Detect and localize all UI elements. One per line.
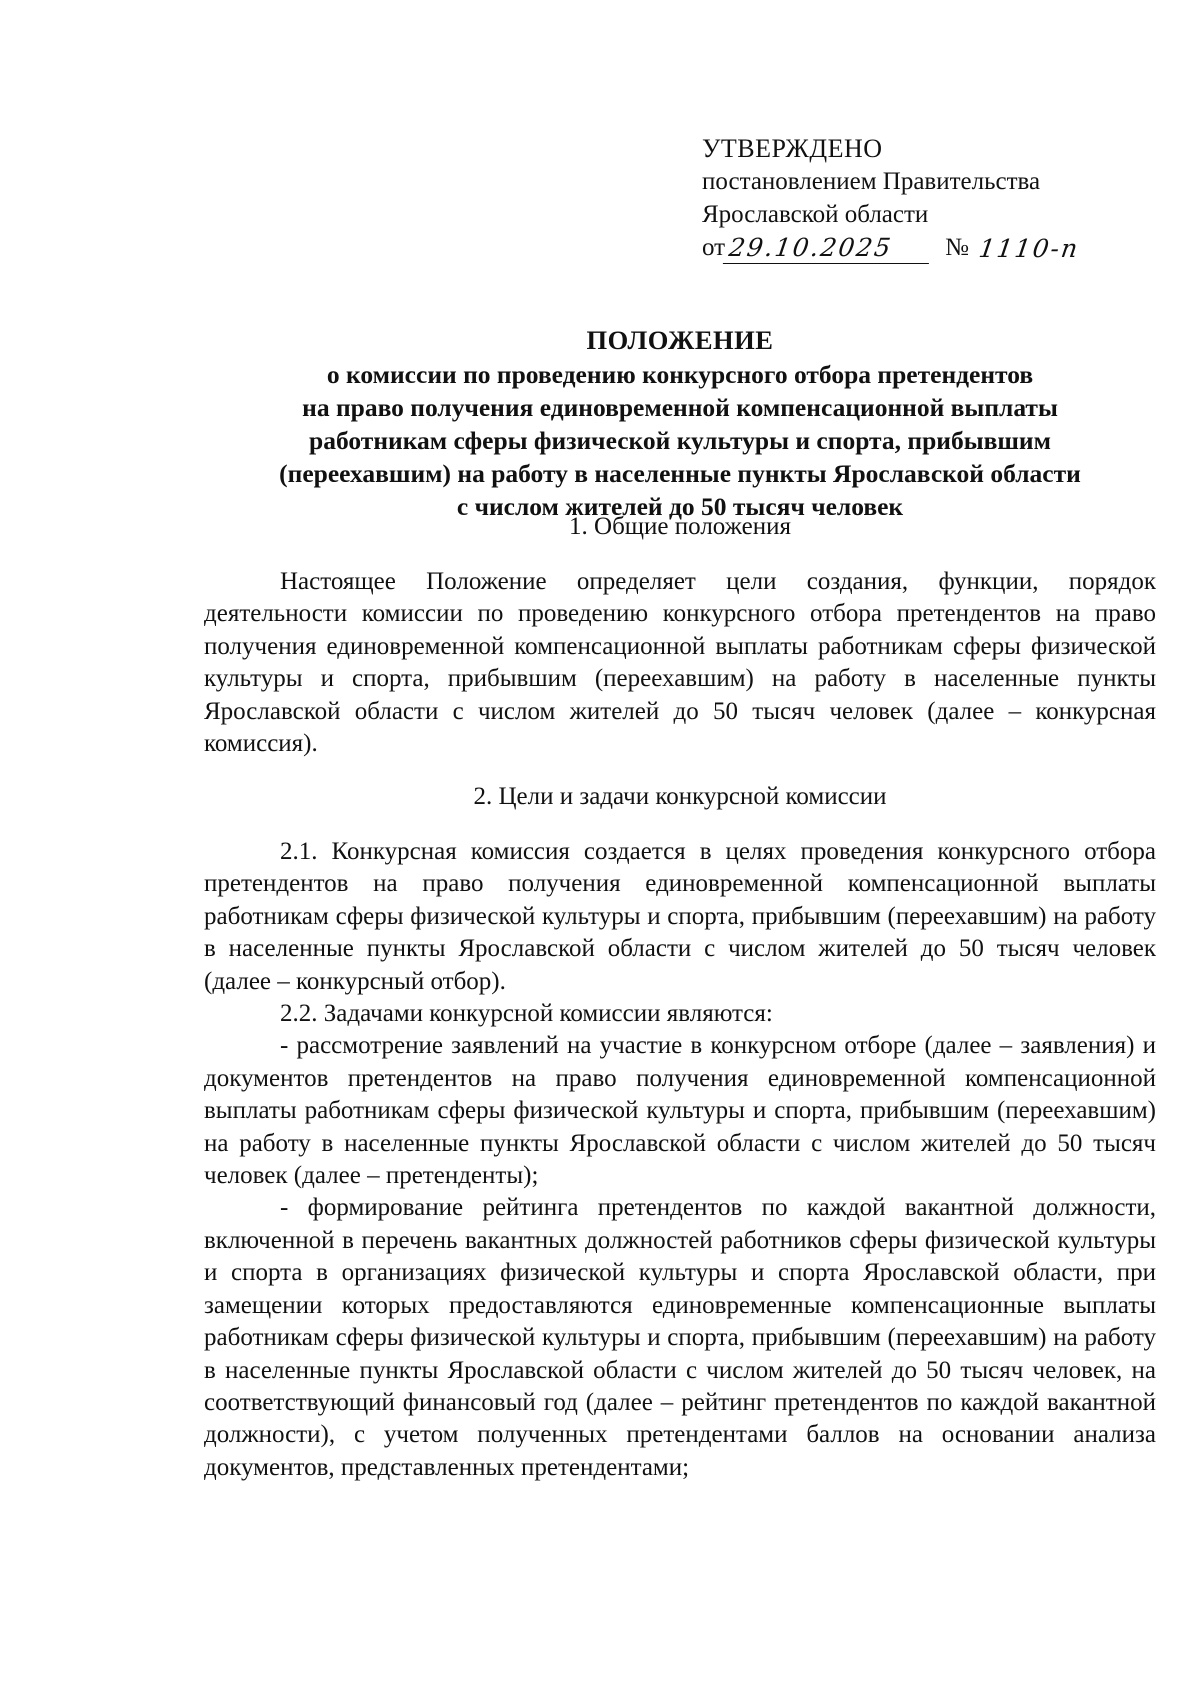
paragraph-2-2-item-2: - формирование рейтинга претендентов по каждой вакантной должности, включенной в перечень вакантных должностей работников сферы физической культуры и спорта в организациях физической культуры и спорта Ярославской области, при замещении которых предоставляются единовременные компенсационные выплаты работникам сферы физической культуры и спорта, прибывшим (переехавшим) на работу в населенные пункты Ярославской области с числом жителей до 50 тысяч человек, на соответствующий финансовый год (далее – рейтинг претендентов по каждой вакантной должности), с учетом полученных претендентами баллов на основании анализа документов, представленных претендентами; bbox=[204, 1194, 1156, 1481]
document-title: ПОЛОЖЕНИЕ bbox=[586, 325, 774, 355]
paragraph-2-2: 2.2. Задачами конкурсной комиссии являются: bbox=[280, 1000, 773, 1028]
title-line: на право получения единовременной компенсационной выплаты bbox=[302, 393, 1058, 422]
approval-line-2: Ярославской области bbox=[702, 201, 929, 228]
section-1-body bbox=[204, 566, 1156, 760]
handwritten-number: 1110-п bbox=[977, 234, 1082, 263]
title-line: работникам сферы физической культуры и спорта, прибывшим bbox=[309, 426, 1051, 455]
document-title-block bbox=[200, 324, 1160, 523]
handwritten-date: 29.10.2025 bbox=[723, 233, 933, 264]
title-line: о комиссии по проведению конкурсного отбора претендентов bbox=[326, 360, 1034, 389]
title-line: (переехавшим) на работу в населенные пункты Ярославской области bbox=[279, 459, 1081, 488]
number-sign: № bbox=[945, 234, 969, 261]
paragraph-2-1: 2.1. Конкурсная комиссия создается в целях проведения конкурсного отбора претендентов на право получения единовременной компенсационной выплаты работникам сферы физической культуры и спорта, прибывшим (переехавшим) на работу в населенные пункты Ярославской области с числом жителей до 50 тысяч человек (далее – конкурсный отбор). bbox=[204, 838, 1156, 995]
section-1-paragraph: Настоящее Положение определяет цели создания, функции, порядок деятельности комиссии по проведению конкурсного отбора претендентов на право получения единовременной компенсационной выплаты работникам сферы физической культуры и спорта, прибывшим (переехавшим) на работу в населенные пункты Ярославской области с числом жителей до 50 тысяч человек (далее – конкурсная комиссия). bbox=[204, 568, 1156, 758]
approval-stamp-block bbox=[702, 132, 1103, 264]
title-line: с числом жителей до 50 тысяч человек bbox=[456, 492, 904, 521]
section-2-body bbox=[204, 836, 1156, 1484]
approval-date-number-row bbox=[702, 231, 1103, 264]
approval-heading: УТВЕРЖДЕНО bbox=[702, 134, 883, 163]
paragraph-2-2-item-1: - рассмотрение заявлений на участие в конкурсном отборе (далее – заявления) и документов претендентов на право получения единовременной компенсационной выплаты работникам сферы физической культуры и спорта, прибывшим (переехавшим) на работу в населенные пункты Ярославской области с числом жителей до 50 тысяч человек (далее – претенденты); bbox=[204, 1032, 1156, 1190]
section-2-heading: 2. Цели и задачи конкурсной комиссии bbox=[473, 783, 887, 810]
section-1-heading: 1. Общие положения bbox=[569, 513, 791, 540]
approval-line-1: постановлением Правительства bbox=[702, 168, 1041, 195]
date-prefix: от bbox=[702, 234, 726, 261]
